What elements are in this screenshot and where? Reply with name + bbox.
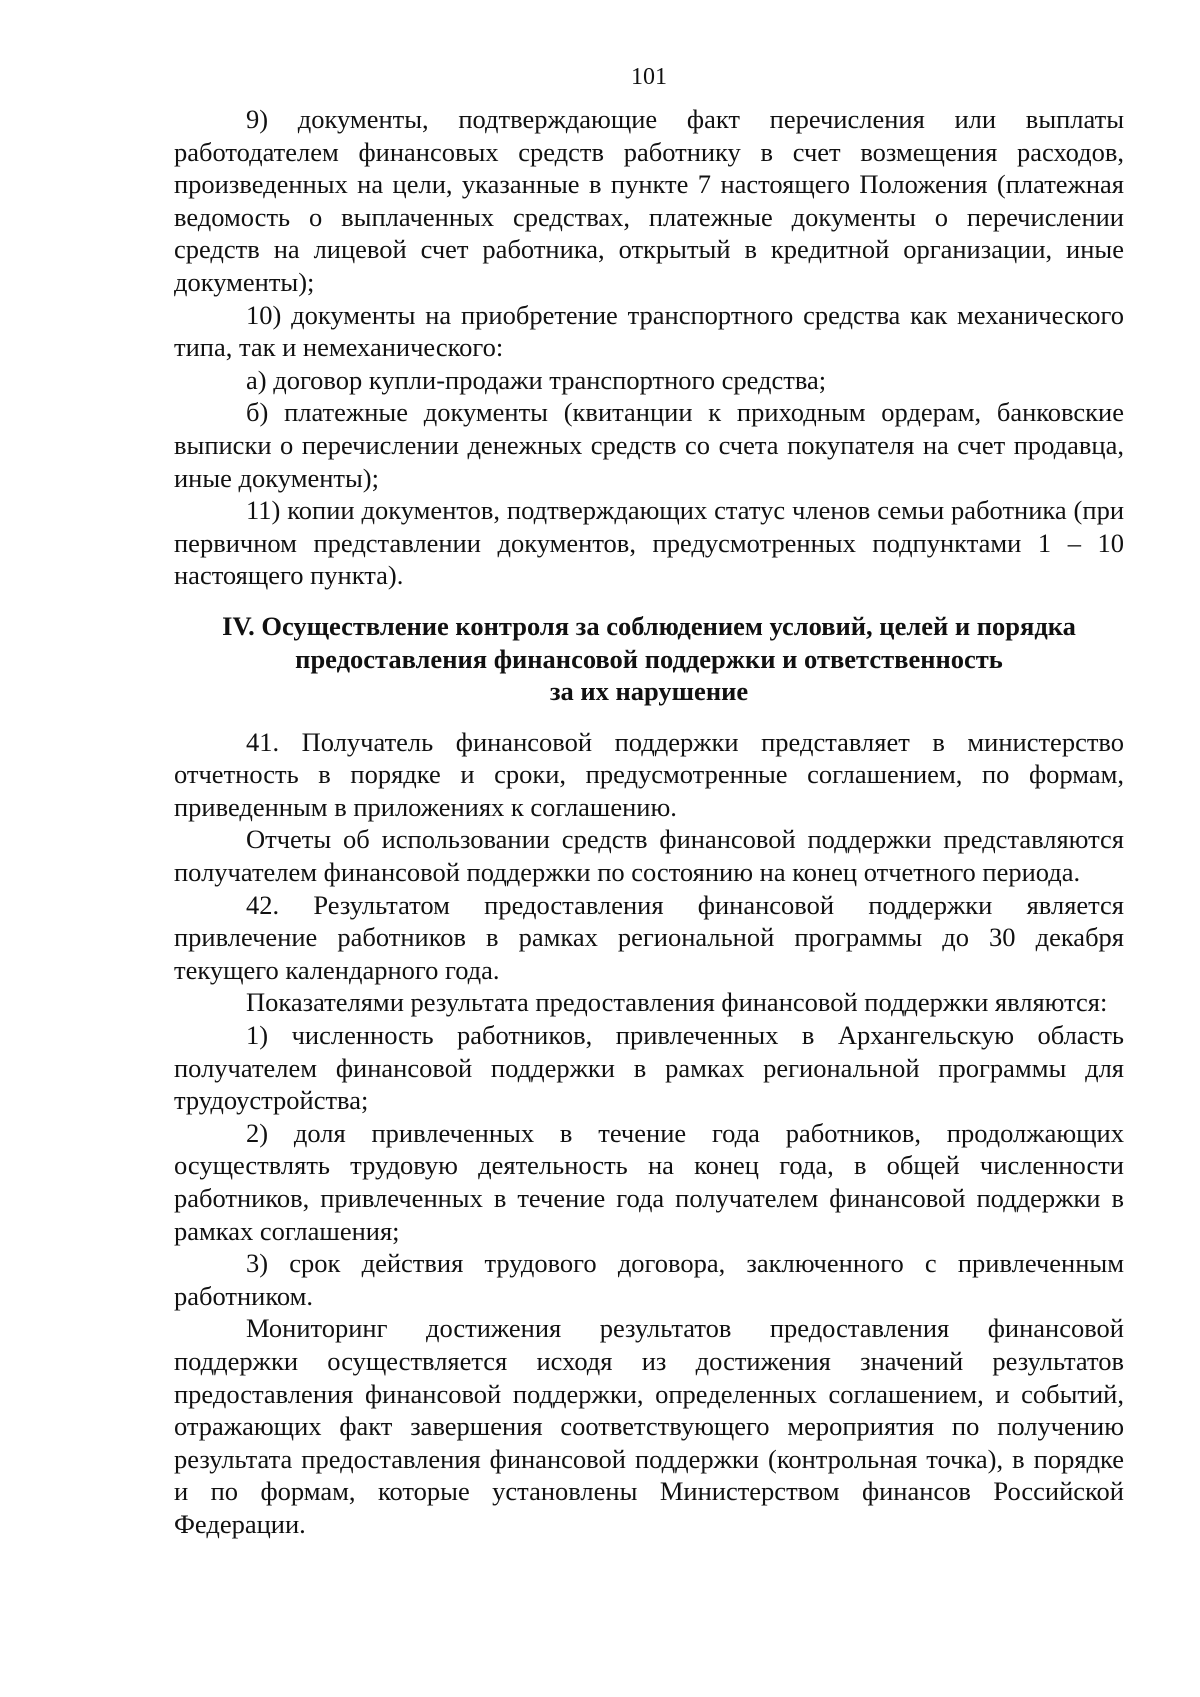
paragraph-indicator-1: 1) численность работников, привлеченных в Архангельскую область получателем финансовой поддержки в рамках региональной программы для трудоустройства; <box>174 1020 1124 1116</box>
paragraph-42: 42. Результатом предоставления финансовой поддержки является привлечение работников в рамках региональной программы до 30 декабря текущего календарного года. <box>174 889 1124 985</box>
document-page <box>174 62 1124 1541</box>
section-heading <box>174 610 1124 708</box>
paragraph-monitoring: Мониторинг достижения результатов предоставления финансовой поддержки осуществляется исходя из достижения значений результатов предоставления финансовой поддержки, определенных соглашением, и событий, отражающих факт завершения соответствующего мероприятия по получению результата предоставления финансовой поддержки (контрольная точка), в порядке и по формам, которые установлены Министерством финансов Российской Федерации. <box>174 1313 1124 1539</box>
paragraph-item-10: 10) документы на приобретение транспортного средства как механического типа, так и немеханического: <box>174 299 1124 363</box>
paragraph-reports: Отчеты об использовании средств финансовой поддержки представляются получателем финансовой поддержки по состоянию на конец отчетного периода. <box>174 824 1124 888</box>
section-heading-line-1: IV. Осуществление контроля за соблюдением условий, целей и порядка <box>222 610 1076 641</box>
paragraph-indicator-2: 2) доля привлеченных в течение года работников, продолжающих осуществлять трудовую деятельность на конец года, в общей численности работников, привлеченных в течение года получателем финансовой поддержки в рамках соглашения; <box>174 1117 1124 1246</box>
section-heading-line-2: предоставления финансовой поддержки и ответственность <box>295 643 1003 674</box>
page-number: 101 <box>631 64 667 90</box>
paragraph-item-11: 11) копии документов, подтверждающих статус членов семьи работника (при первичном представлении документов, предусмотренных подпунктами 1 – 10 настоящего пункта). <box>174 495 1124 591</box>
paragraph-item-9: 9) документы, подтверждающие факт перечисления или выплаты работодателем финансовых средств работнику в счет возмещения расходов, произведенных на цели, указанные в пункте 7 настоящего Положения (платежная ведомость о выплаченных средствах, платежные документы о перечислении средств на лицевой счет работника, открытый в кредитной организации, иные документы); <box>174 104 1124 297</box>
paragraph-item-10b: б) платежные документы (квитанции к приходным ордерам, банковские выписки о перечислении денежных средств со счета покупателя на счет продавца, иные документы); <box>174 397 1124 493</box>
paragraph-indicator-3: 3) срок действия трудового договора, заключенного с привлеченным работником. <box>174 1248 1124 1311</box>
paragraph-41: 41. Получатель финансовой поддержки представляет в министерство отчетность в порядке и сроки, предусмотренные соглашением, по формам, приведенным в приложениях к соглашению. <box>174 726 1124 822</box>
section-heading-line-3: за их нарушение <box>549 676 749 707</box>
paragraph-item-10a: а) договор купли-продажи транспортного средства; <box>246 364 827 395</box>
paragraph-indicators: Показателями результата предоставления финансовой поддержки являются: <box>246 987 1108 1018</box>
